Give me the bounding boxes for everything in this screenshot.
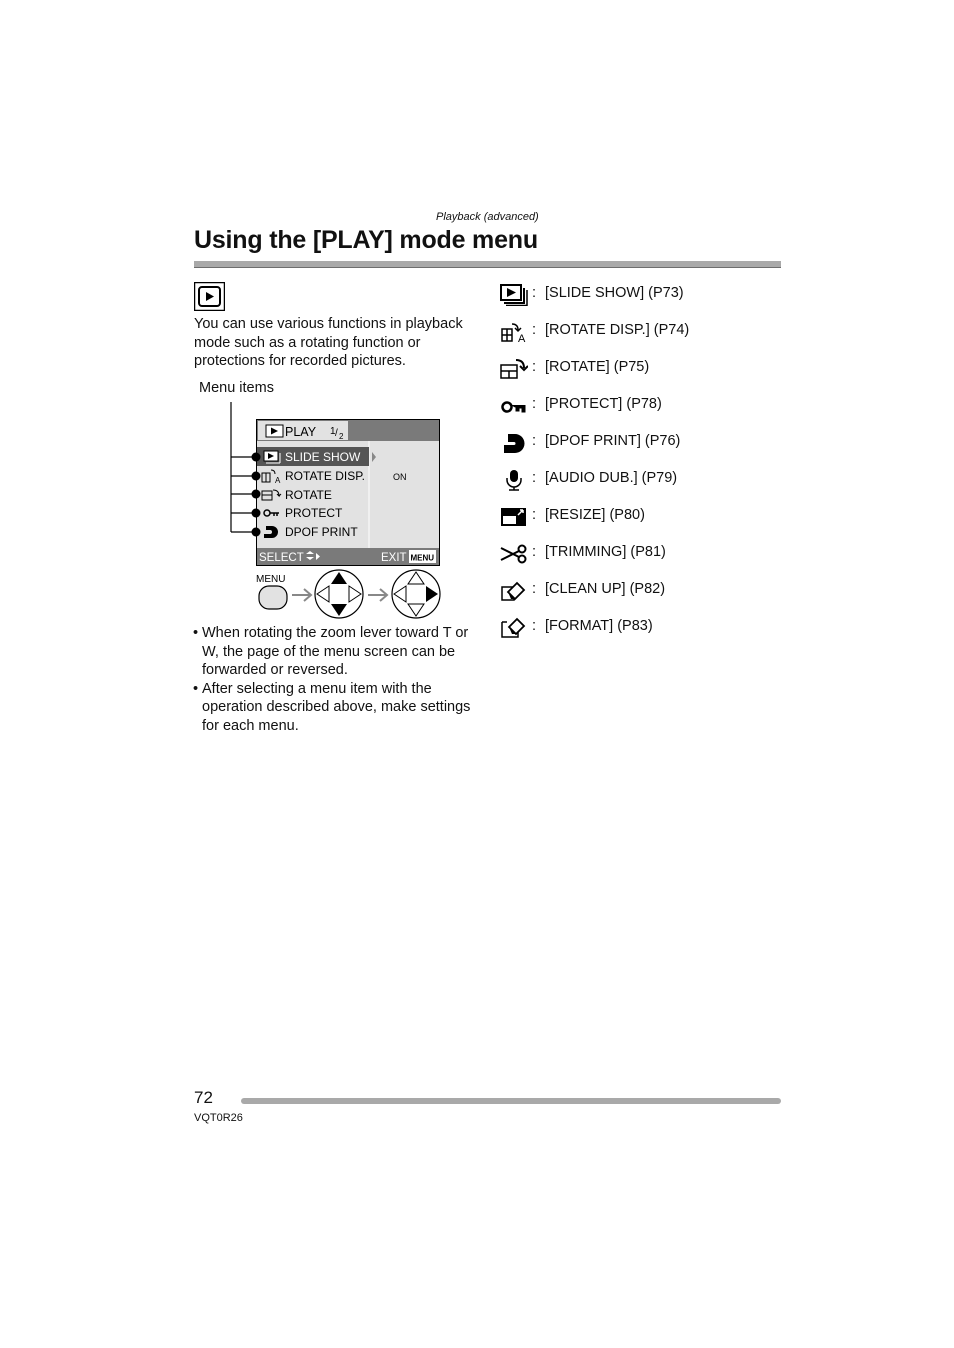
bullet-list bbox=[194, 624, 479, 735]
cursor-pad-up-down-icon bbox=[315, 570, 363, 618]
screen-footer-exit: EXIT bbox=[381, 552, 407, 564]
screen-item-dpof-print: DPOF PRINT bbox=[285, 525, 358, 539]
menu-item-rotate-disp: A : [ROTATE DISP.] (P74) bbox=[500, 321, 800, 358]
menu-item-dpof-print: : [DPOF PRINT] (P76) bbox=[500, 432, 800, 469]
menu-item-label: [RESIZE] (P80) bbox=[545, 507, 645, 523]
document-code: VQT0R26 bbox=[194, 1112, 243, 1124]
format-icon bbox=[500, 617, 528, 639]
clean-up-icon bbox=[500, 580, 528, 602]
menu-item-label: [ROTATE DISP.] (P74) bbox=[545, 322, 690, 338]
screen-page-numerator: 1 bbox=[330, 426, 336, 437]
scissors-icon bbox=[500, 543, 528, 565]
menu-item-list bbox=[500, 284, 800, 654]
menu-item-audio-dub: : [AUDIO DUB.] (P79) bbox=[500, 469, 800, 506]
screen-item-slide-show: SLIDE SHOW bbox=[285, 450, 361, 464]
menu-diagram bbox=[226, 402, 476, 624]
lcd-screen bbox=[257, 420, 440, 566]
screen-footer-select: SELECT bbox=[259, 552, 304, 564]
arrow-right-icon bbox=[368, 589, 387, 601]
menu-button-label: MENU bbox=[256, 574, 286, 585]
menu-item-protect: : [PROTECT] (P78) bbox=[500, 395, 800, 432]
microphone-icon bbox=[500, 469, 528, 491]
menu-items-caption: Menu items bbox=[199, 380, 274, 396]
svg-text:/: / bbox=[335, 428, 338, 439]
cursor-pad-right-icon bbox=[392, 570, 440, 618]
menu-item-label: [DPOF PRINT] (P76) bbox=[545, 433, 681, 449]
footer-rule bbox=[241, 1098, 781, 1104]
intro-text: You can use various functions in playback mode such as a rotating function or protections for recorded pictures. bbox=[194, 316, 463, 369]
resize-icon bbox=[500, 506, 528, 528]
dpof-print-icon bbox=[500, 432, 528, 454]
menu-button bbox=[259, 586, 287, 609]
screen-title: PLAY bbox=[285, 425, 317, 439]
arrow-right-icon bbox=[292, 589, 311, 601]
menu-item-format: : [FORMAT] (P83) bbox=[500, 617, 800, 654]
section-label: Playback (advanced) bbox=[436, 211, 539, 223]
menu-item-resize: : [RESIZE] (P80) bbox=[500, 506, 800, 543]
menu-item-label: [AUDIO DUB.] (P79) bbox=[545, 470, 678, 486]
bullet-item: • When rotating the zoom lever toward T or W, the page of the menu screen can be forwarded or reversed. bbox=[194, 624, 479, 680]
screen-page-denominator: 2 bbox=[339, 432, 344, 441]
key-icon bbox=[500, 395, 528, 417]
menu-item-slide-show: : [SLIDE SHOW] (P73) bbox=[500, 284, 800, 321]
screen-setting-value: ON bbox=[393, 472, 407, 482]
screen-item-rotate-disp: ROTATE DISP. bbox=[285, 469, 366, 483]
rotate-disp-icon bbox=[500, 321, 528, 343]
menu-item-label: [TRIMMING] (P81) bbox=[545, 544, 666, 560]
title-rule bbox=[194, 261, 781, 268]
screen-item-protect: PROTECT bbox=[285, 506, 343, 520]
slide-show-icon bbox=[264, 451, 280, 463]
screen-item-rotate: ROTATE bbox=[285, 488, 332, 502]
page-number: 72 bbox=[194, 1088, 213, 1107]
svg-text:A: A bbox=[518, 333, 526, 343]
menu-item-clean-up: : [CLEAN UP] (P82) bbox=[500, 580, 800, 617]
menu-item-label: [PROTECT] (P78) bbox=[545, 396, 662, 412]
menu-item-trimming: : [TRIMMING] (P81) bbox=[500, 543, 800, 580]
slide-show-icon bbox=[500, 284, 528, 306]
menu-item-label: [CLEAN UP] (P82) bbox=[545, 581, 666, 597]
menu-item-label: [ROTATE] (P75) bbox=[545, 359, 650, 375]
screen-footer-menu: MENU bbox=[410, 553, 435, 563]
menu-item-rotate: : [ROTATE] (P75) bbox=[500, 358, 800, 395]
rotate-icon bbox=[500, 358, 528, 380]
menu-item-label: [SLIDE SHOW] (P73) bbox=[545, 285, 684, 301]
playback-mode-icon bbox=[194, 282, 225, 311]
page-title: Using the [PLAY] mode menu bbox=[194, 226, 538, 254]
menu-item-label: [FORMAT] (P83) bbox=[545, 618, 653, 634]
svg-text:A: A bbox=[275, 476, 281, 485]
bullet-item: • After selecting a menu item with the operation described above, make settings for each menu. bbox=[194, 680, 479, 736]
